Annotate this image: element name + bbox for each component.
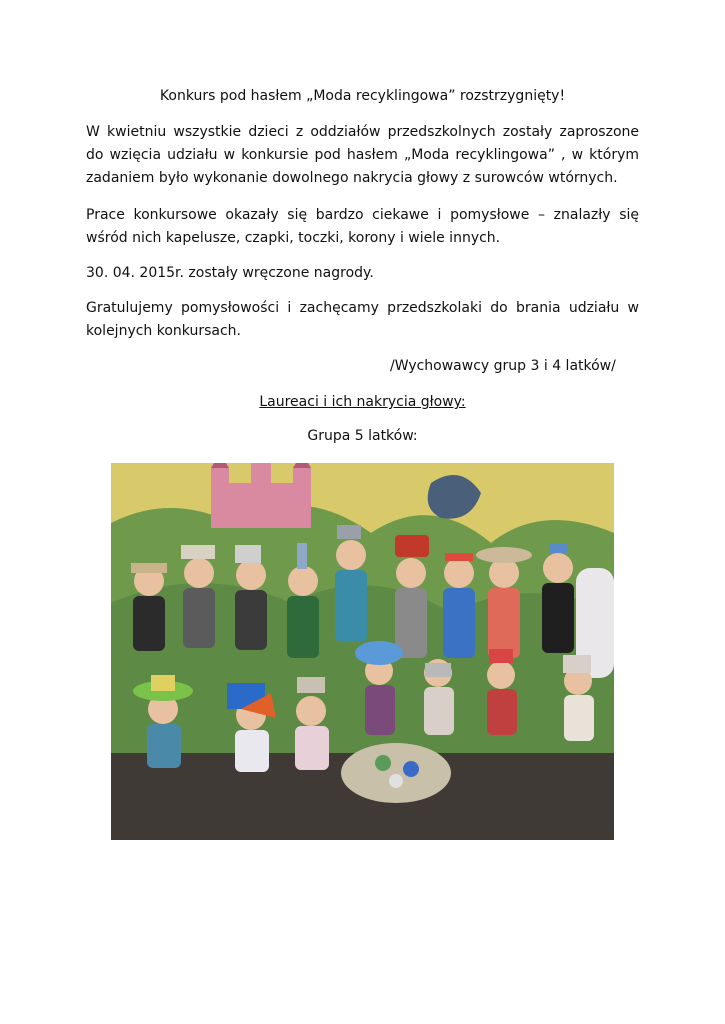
paragraph-congrats: Gratulujemy pomysłowości i zachęcamy przedszkolaki do brania udziału w kolejnych konkursach. [86, 300, 639, 339]
signature: /Wychowawcy grup 3 i 4 latków/ [390, 358, 616, 374]
page-title: Konkurs pod hasłem „Moda recyklingowa” rozstrzygnięty! [159, 88, 566, 104]
group-label: Grupa 5 latków: [307, 428, 418, 444]
paragraph-intro: W kwietniu wszystkie dzieci z oddziałów przedszkolnych zostały zaproszone do wzięcia udziału w konkursie pod hasłem „Moda recyklingowa” , w którym zadaniem było wykonanie dowolnego nakrycia głowy z surowców wtórnych. [86, 124, 639, 186]
paragraph-works: Prace konkursowe okazały się bardzo ciekawe i pomysłowe – znalazły się wśród nich kapelusze, czapki, toczki, korony i wiele innych. [86, 207, 639, 246]
paragraph-awards: 30. 04. 2015r. zostały wręczone nagrody. [86, 265, 374, 281]
group-photo-illustration [111, 463, 614, 840]
group-photo [111, 463, 614, 840]
laureates-heading: Laureaci i ich nakrycia głowy: [259, 394, 466, 410]
